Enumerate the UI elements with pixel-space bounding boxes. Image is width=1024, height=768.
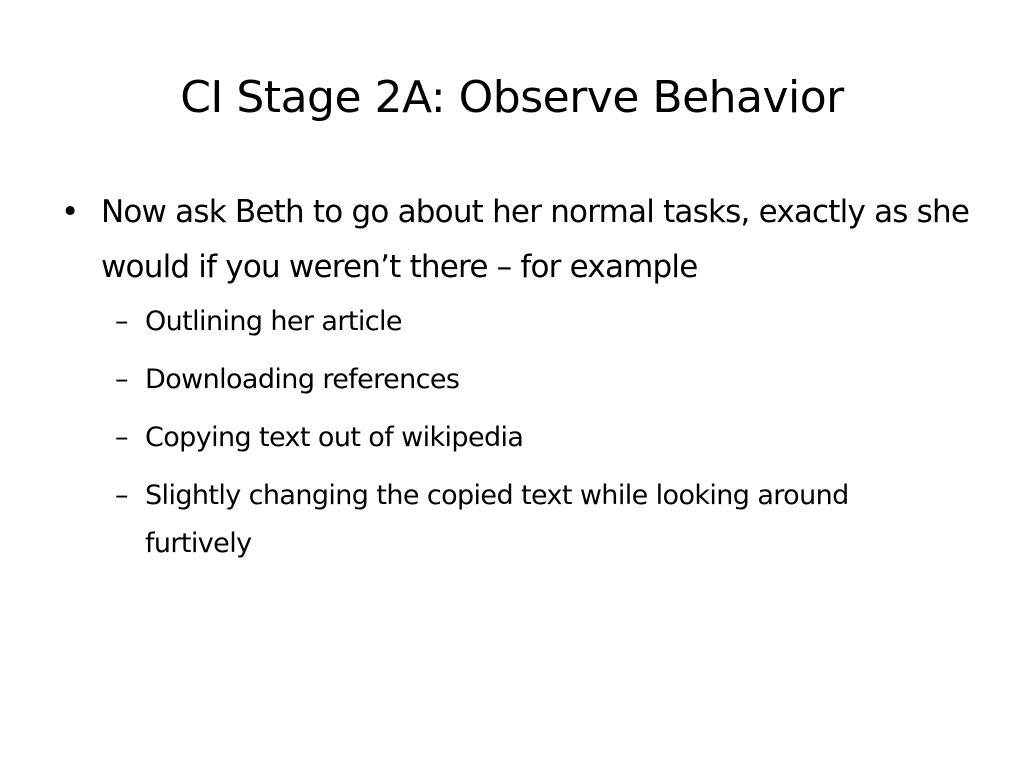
sub-bullet-text: Downloading references [145, 364, 460, 395]
dash-marker: – [115, 306, 128, 337]
bullet-item [61, 185, 981, 295]
bullet-text: Now ask Beth to go about her normal tasks, exactly as she would if you weren’t there – for example [101, 194, 970, 285]
sub-bullet-text: Slightly changing the copied text while looking around furtively [145, 480, 849, 559]
sub-bullet-item [61, 414, 905, 462]
sub-bullet-list [61, 298, 981, 568]
sub-bullet-text: Copying text out of wikipedia [145, 422, 524, 453]
slide-content [61, 185, 981, 578]
slide-title: CI Stage 2A: Observe Behavior [180, 72, 844, 123]
dash-marker: – [115, 480, 128, 511]
dash-marker: – [115, 364, 128, 395]
sub-bullet-item [61, 472, 905, 568]
sub-bullet-item [61, 298, 905, 346]
sub-bullet-text: Outlining her article [145, 306, 402, 337]
dash-marker: – [115, 422, 128, 453]
bullet-marker: • [61, 194, 79, 230]
sub-bullet-item [61, 356, 905, 404]
